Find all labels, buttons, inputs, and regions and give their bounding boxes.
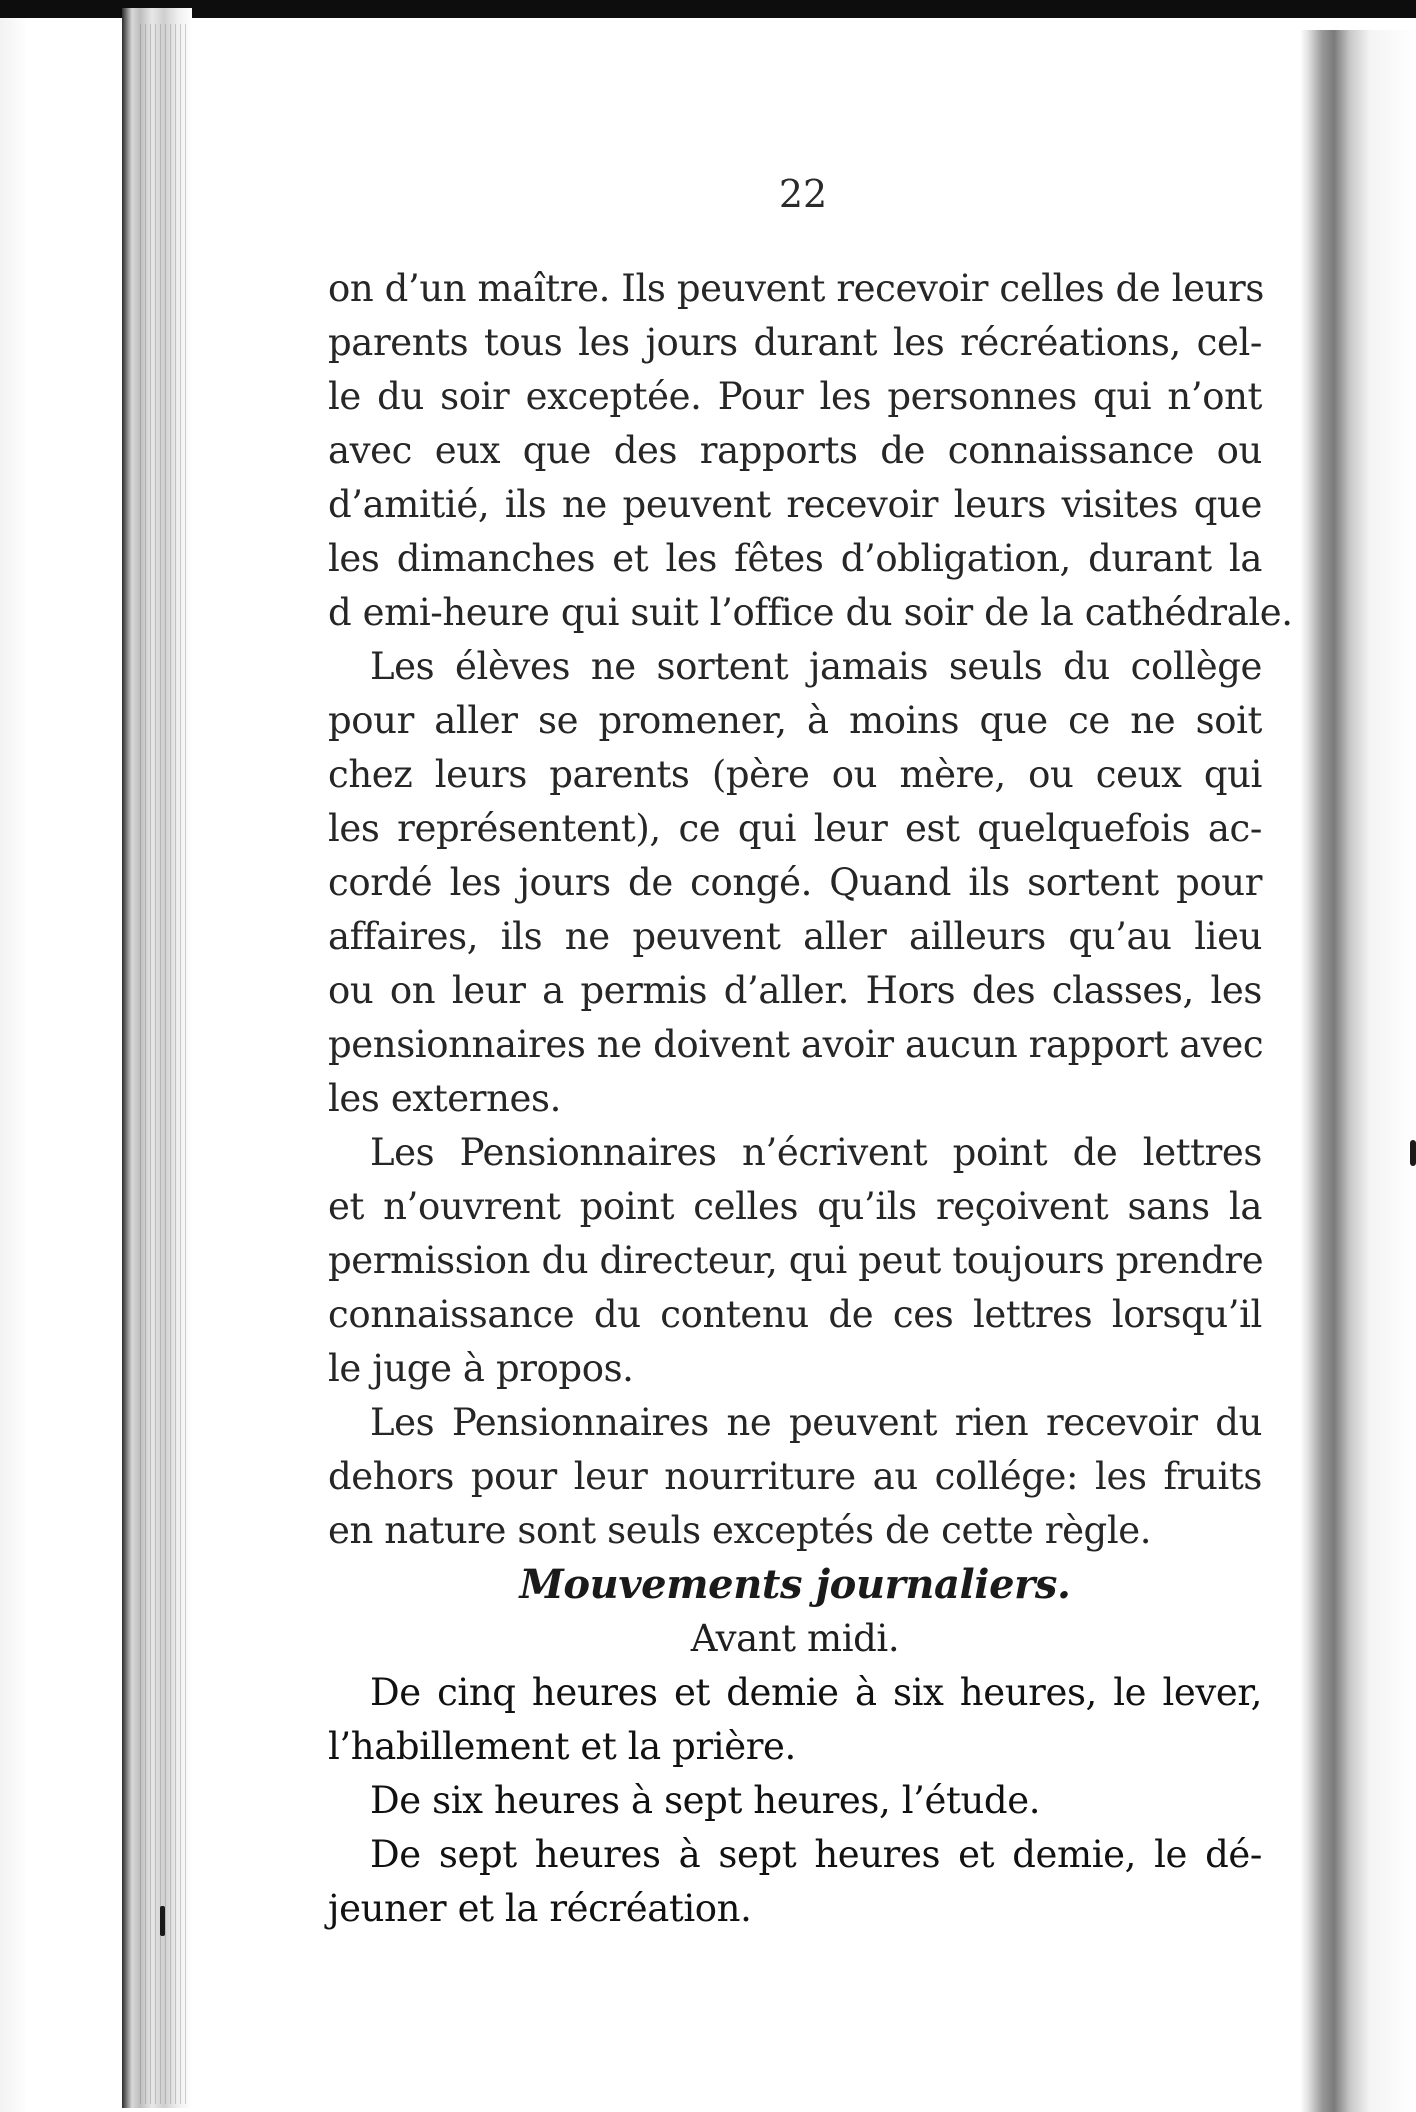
section-title-row xyxy=(328,1558,1262,1612)
page-stack-edges xyxy=(140,24,186,2104)
text-line: les représentent), ce qui leur est quelquefois ac- xyxy=(328,807,1262,850)
schedule-item-3 xyxy=(328,1828,1262,1936)
text-line: De cinq heures et demie à six heures, le lever, xyxy=(370,1671,1262,1714)
section-subtitle-row xyxy=(328,1612,1262,1666)
text-line: et n’ouvrent point celles qu’ils reçoivent sans la xyxy=(328,1185,1262,1228)
text-line: le juge à propos. xyxy=(328,1347,634,1390)
text-line: les dimanches et les fêtes d’obligation, durant la xyxy=(328,537,1262,580)
section-title: Mouvements journaliers. xyxy=(519,1561,1071,1608)
paragraph-2 xyxy=(328,640,1262,1126)
right-edge-mark xyxy=(1410,1140,1416,1166)
text-line: dehors pour leur nourriture au collége: les fruits xyxy=(328,1455,1262,1498)
text-line: affaires, ils ne peuvent aller ailleurs qu’au lieu xyxy=(328,915,1262,958)
page-number: 22 xyxy=(778,172,828,216)
text-line: on d’un maître. Ils peuvent recevoir celles de leurs xyxy=(328,267,1264,310)
text-line: De sept heures à sept heures et demie, le dé- xyxy=(370,1833,1262,1876)
paragraph-4 xyxy=(328,1396,1262,1558)
page-text xyxy=(328,262,1293,1936)
paragraph-3 xyxy=(328,1126,1262,1396)
scan-left-margin xyxy=(0,18,28,2112)
schedule-item-2 xyxy=(328,1774,1262,1828)
right-page-shadow xyxy=(1300,30,1416,2112)
text-line: cordé les jours de congé. Quand ils sortent pour xyxy=(328,861,1262,904)
text-line: parents tous les jours durant les récréations, cel- xyxy=(328,321,1262,364)
text-line: De six heures à sept heures, l’étude. xyxy=(370,1779,1041,1822)
text-line: ou on leur a permis d’aller. Hors des classes, les xyxy=(328,969,1262,1012)
text-line: pour aller se promener, à moins que ce ne soit xyxy=(328,699,1262,742)
section-subtitle: Avant midi. xyxy=(690,1617,900,1660)
scan-top-border xyxy=(0,0,1416,18)
text-line: le du soir exceptée. Pour les personnes qui n’ont xyxy=(328,375,1262,418)
text-line: Les Pensionnaires n’écrivent point de lettres xyxy=(370,1131,1262,1174)
text-line: l’habillement et la prière. xyxy=(328,1725,796,1768)
text-line: chez leurs parents (père ou mère, ou ceux qui xyxy=(328,753,1262,796)
paragraph-1 xyxy=(328,262,1293,640)
text-line: Les Pensionnaires ne peuvent rien recevoir du xyxy=(370,1401,1262,1444)
text-line: jeuner et la récréation. xyxy=(328,1887,752,1930)
text-line: d’amitié, ils ne peuvent recevoir leurs visites que xyxy=(328,483,1262,526)
schedule-item-1 xyxy=(328,1666,1262,1774)
text-line: d emi-heure qui suit l’office du soir de la cathédrale. xyxy=(328,591,1293,634)
text-line: les externes. xyxy=(328,1077,561,1120)
text-line: Les élèves ne sortent jamais seuls du collège xyxy=(370,645,1262,688)
text-line: connaissance du contenu de ces lettres lorsqu’il xyxy=(328,1293,1262,1336)
text-line: avec eux que des rapports de connaissance ou xyxy=(328,429,1262,472)
left-edge-mark xyxy=(160,1906,165,1936)
text-line: permission du directeur, qui peut toujours prendre xyxy=(328,1239,1264,1282)
text-line: pensionnaires ne doivent avoir aucun rapport avec xyxy=(328,1023,1264,1066)
text-line: en nature sont seuls exceptés de cette règle. xyxy=(328,1509,1152,1552)
